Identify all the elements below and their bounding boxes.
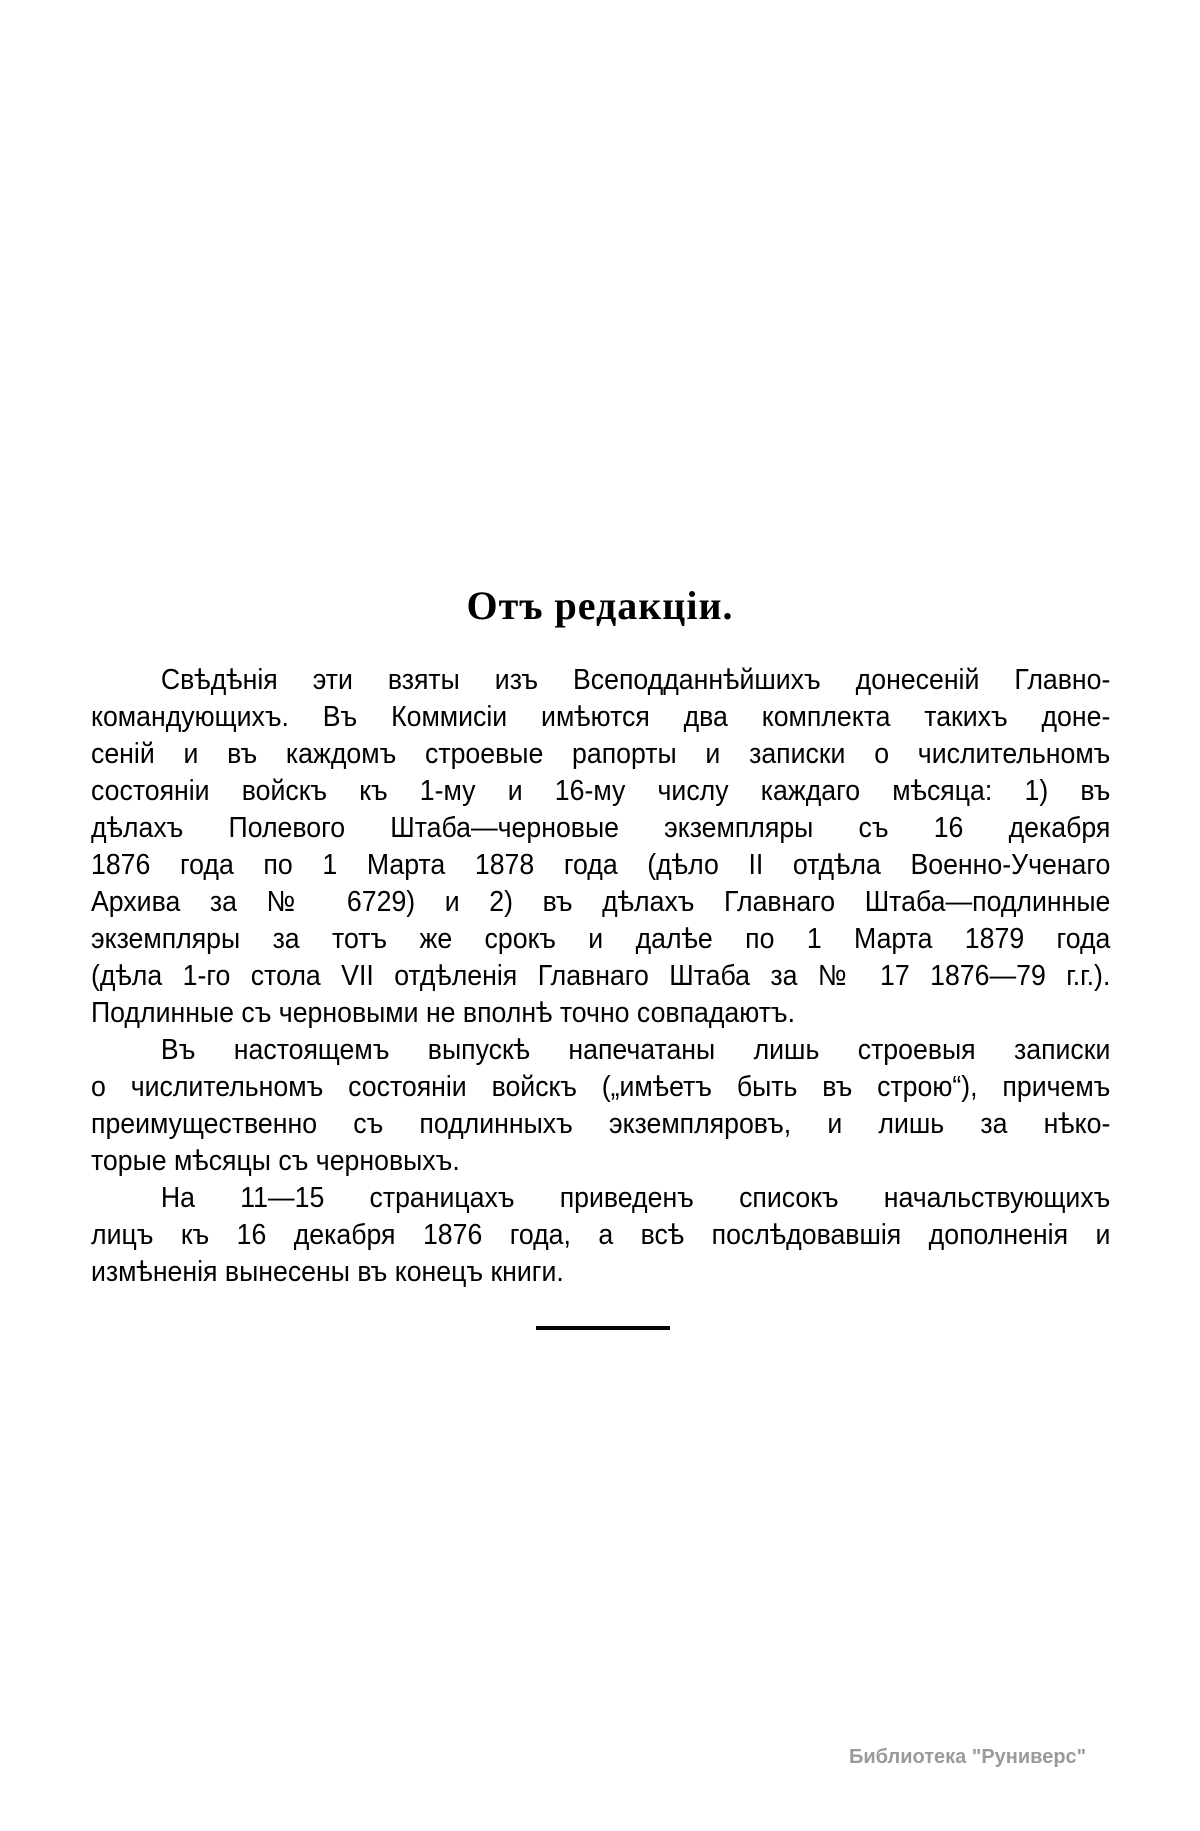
page-title: Отъ редакціи. (466, 583, 734, 628)
text-line: состояніи войскъ къ 1-му и 16-му числу каждаго мѣсяца: 1) въ (91, 775, 1111, 807)
text-line: лицъ къ 16 декабря 1876 года, а всѣ послѣдовавшія дополненія и (91, 1219, 1111, 1251)
text-line: преимущественно съ подлинныхъ экземпляровъ, и лишь за нѣко- (91, 1108, 1111, 1140)
text-line: сеній и въ каждомъ строевые рапорты и записки о числительномъ (91, 738, 1111, 770)
section-divider (536, 1326, 670, 1330)
editorial-text (91, 662, 1111, 1291)
text-line: Въ настоящемъ выпускѣ напечатаны лишь строевыя записки (160, 1034, 1111, 1066)
text-line: измѣненія вынесены въ конецъ книги. (91, 1256, 564, 1288)
text-line: (дѣла 1-го стола VII отдѣленія Главнаго Штаба за № 17 1876—79 г.г.). (91, 960, 1111, 992)
text-line: Подлинные съ черновыми не вполнѣ точно совпадаютъ. (91, 997, 796, 1029)
text-line: экземпляры за тотъ же срокъ и далѣе по 1 Марта 1879 года (91, 923, 1111, 955)
text-line: Архива за № 6729) и 2) въ дѣлахъ Главнаго Штаба—подлинные (91, 886, 1111, 918)
text-line: торые мѣсяцы съ черновыхъ. (91, 1145, 460, 1177)
text-line: 1876 года по 1 Марта 1878 года (дѣло II отдѣла Военно-Ученаго (91, 849, 1111, 881)
text-line: На 11—15 страницахъ приведенъ списокъ начальствующихъ (160, 1182, 1111, 1214)
text-line: о числительномъ состояніи войскъ („имѣетъ быть въ строю“), причемъ (91, 1071, 1111, 1103)
text-line: дѣлахъ Полевого Штаба—черновые экземпляры съ 16 декабря (91, 812, 1111, 844)
text-line: Свѣдѣнія эти взяты изъ Всеподданнѣйшихъ донесеній Главно- (160, 664, 1111, 696)
library-watermark: Библиотека "Руниверс" (849, 1746, 1087, 1768)
text-line: командующихъ. Въ Коммисіи имѣются два комплекта такихъ доне- (91, 701, 1111, 733)
